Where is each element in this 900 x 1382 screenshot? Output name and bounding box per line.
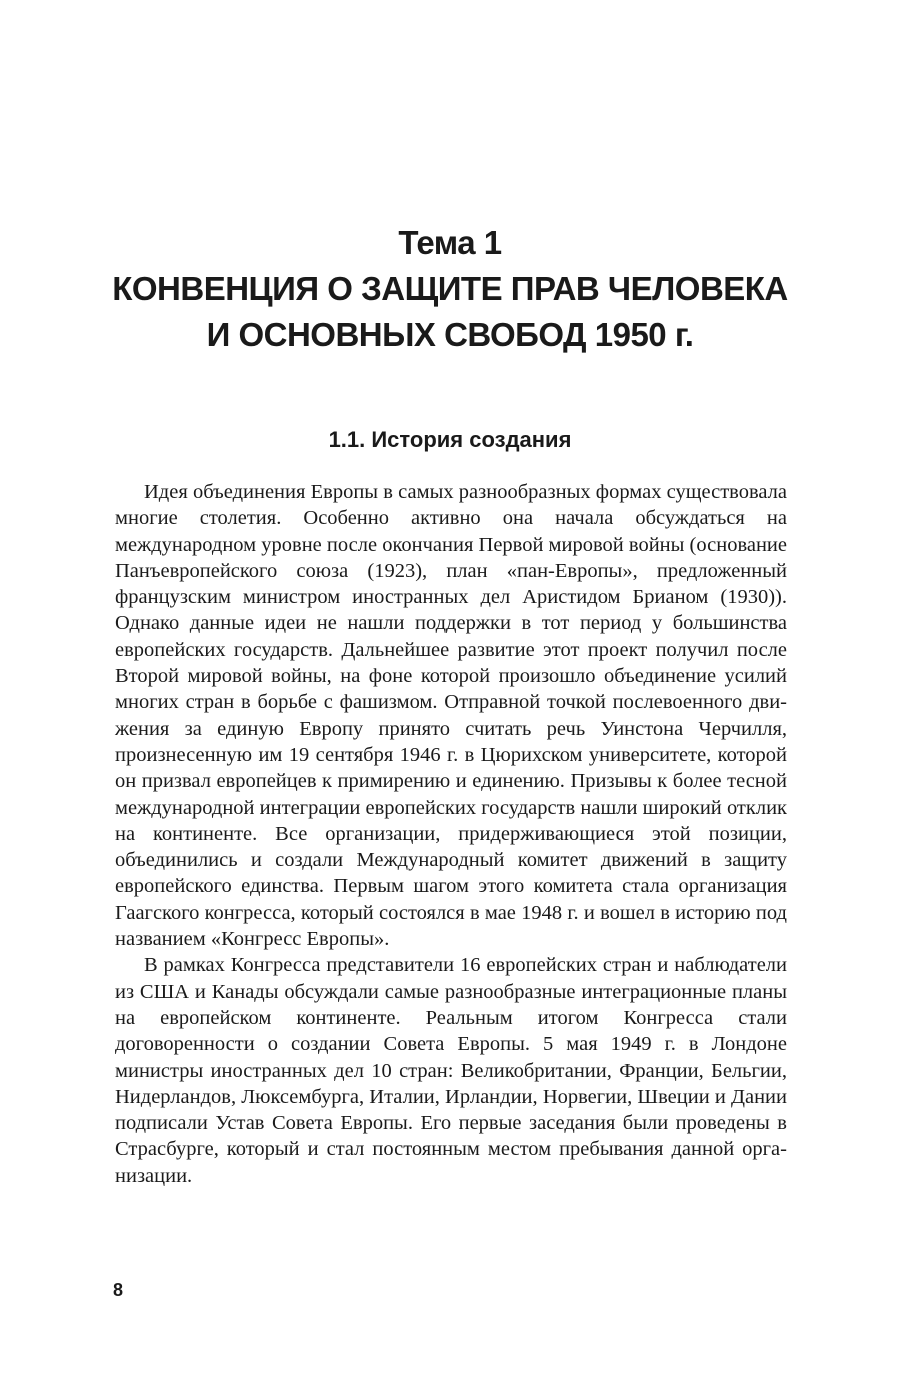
section-heading: 1.1. История создания xyxy=(328,427,572,452)
topic-label: Тема 1 xyxy=(398,224,502,261)
paragraph: В рамках Конгресса представители 16 европейских стран и наблюдатели из США и Канады обсуждали самые разнообразные интеграционные планы на европейском континенте. Реальным итогом Конгресса стали договоренности о создании Совета Европы. 5 мая 1949 г. в Лондоне министры иностранных дел 10 стран: Великобритании, Франции, Бельгии, Нидерландов, Люксембурга, Италии, Ирландии, Норвегии, Швеции и Дании подписали Устав Совета Европы. Его первые заседания были проведены в Страсбурге, который и стал постоянным местом пребывания данной организации. xyxy=(115,954,787,1187)
page-number: 8 xyxy=(113,1280,124,1300)
paragraph: Идея объединения Европы в самых разнообразных формах существовала многие столетия. Особенно активно она начала обсуждаться на международном уровне после окончания Первой мировой войны (основание Панъевропейского союза (1923), план «пан-Европы», предложенный французским министром иностранных дел Аристидом Брианом (1930)). Однако данные идеи не нашли поддержки в тот период у большинства европейских государств. Дальнейшее развитие этот проект получил после Второй мировой войны, на фоне которой произошло объединение усилий многих стран в борьбе с фашизмом. Отправной точкой послевоенного движения за единую Европу принято считать речь Уинстона Черчилля, произнесенную им 19 сентября 1946 г. в Цюрихском университете, которой он призвал европейцев к примирению и единению. Призывы к более тесной международной интеграции европейских государств нашли широкий отклик на континенте. Все организации, придерживающиеся этой позиции, объединились и создали Международный комитет движений в защиту европейского единства. Первым шагом этого комитета стала организация Гаагского конгресса, который состоялся в мае 1948 г. и вошел в историю под названием «Конгресс Европы». xyxy=(115,481,787,951)
topic-title-line-1: КОНВЕНЦИЯ О ЗАЩИТЕ ПРАВ ЧЕЛОВЕКА xyxy=(112,270,788,307)
topic-heading xyxy=(0,220,900,358)
topic-title-line-2: И ОСНОВНЫХ СВОБОД 1950 г. xyxy=(206,316,694,353)
body-text xyxy=(115,479,787,1189)
